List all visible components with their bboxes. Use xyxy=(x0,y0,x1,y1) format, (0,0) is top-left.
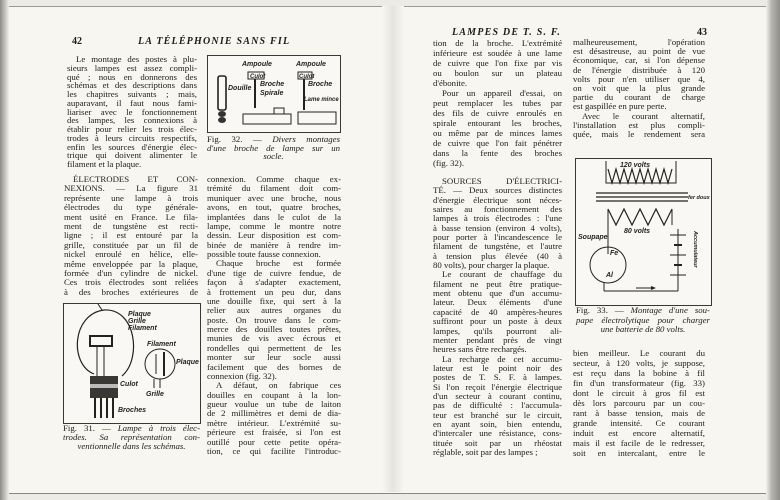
text-column xyxy=(64,175,198,297)
caption-line: ventionnelle dans les schémas. xyxy=(77,441,186,452)
caption-line: pape électrolytique pour charger xyxy=(576,314,710,325)
text-line: on voit que la plus grande xyxy=(573,83,705,94)
text-line: monter sur leur socle aussi xyxy=(207,352,341,363)
figure-32 xyxy=(207,55,341,133)
text-line: pour porter à l'incandescence le xyxy=(433,232,562,243)
text-line: douilles en coupant à la lon- xyxy=(207,389,341,400)
text-line: d'énergie électrique sont néces- xyxy=(433,194,562,205)
text-line: l'installation est plus compli- xyxy=(573,119,705,130)
text-line: spirale entourant les broches, xyxy=(433,118,562,128)
text-line: nickel enroulé en hélice, elle- xyxy=(64,249,198,260)
text-line: Avec le courant alternatif, xyxy=(582,110,705,121)
svg-text:Grille: Grille xyxy=(128,318,146,325)
text-line: Le montage des postes à plu- xyxy=(76,54,197,64)
text-line: possible toute fausse connexion. xyxy=(207,249,321,259)
text-line: en ayant soin, bien entendu, xyxy=(433,418,562,429)
right-page-edge xyxy=(766,0,780,500)
text-line: suffiront pour un poste à deux xyxy=(433,316,562,327)
text-line: secteur, à 120 volts, je suppose, xyxy=(573,358,705,368)
caption-line: Fig. 33. — Montage d'une sou- xyxy=(576,305,710,315)
text-line: grille, constituée par un fil de xyxy=(64,239,198,250)
text-line: de l'énergie distribuée à 120 xyxy=(573,64,705,75)
text-line: même enveloppée par la plaque, xyxy=(64,258,198,269)
text-line: auparavant, il faut nous fami- xyxy=(67,97,197,108)
text-line: représente une lampe à trois xyxy=(64,192,198,203)
text-line: réglable, soit par des lampes ; xyxy=(433,446,538,457)
text-line: facilement que des bornes de xyxy=(207,361,341,372)
text-line: La recharge de cet accumu- xyxy=(442,353,562,364)
caption-line: socle. xyxy=(263,151,284,161)
svg-text:Spirale: Spirale xyxy=(260,90,284,97)
text-column xyxy=(433,177,562,457)
figure-31-caption xyxy=(63,424,200,452)
figure-33 xyxy=(575,158,712,306)
text-line: outillé pour cette petite opéra- xyxy=(207,436,341,447)
svg-text:Grille: Grille xyxy=(146,391,164,398)
svg-text:Filament: Filament xyxy=(147,341,176,348)
text-line: dès lors parcouru par un cou- xyxy=(573,398,705,408)
caption-line: trodes. Sa représentation con- xyxy=(63,432,200,443)
text-column xyxy=(433,38,562,168)
text-line: dessin. Leur disposition est com- xyxy=(207,230,341,241)
text-line: (fig. 32). xyxy=(433,158,465,168)
figure-32-caption xyxy=(207,135,340,161)
text-line: 80 volts), pour charger la plaque. xyxy=(433,260,550,271)
text-line: TÉ. — Deux sources distinctes xyxy=(433,185,562,196)
text-line: filament de tungstène, et l'autre xyxy=(433,241,562,252)
text-line: électrodes du type générale- xyxy=(64,202,198,213)
text-line: NEXIONS. — La figure 31 xyxy=(64,183,198,194)
text-line: menter pendant près de vingt xyxy=(433,334,562,345)
svg-text:Soupape: Soupape xyxy=(578,234,608,241)
text-line: d'une tige de cuivre fendue, de xyxy=(207,267,341,278)
text-line: teur est branché sur le circuit, xyxy=(433,409,562,420)
text-line: grande intensité. Ce courant xyxy=(573,418,705,428)
text-line: filament et la plaque. xyxy=(67,159,142,169)
text-line: inférieure est soudée à une lame xyxy=(433,48,562,58)
text-line: avons, en tout, quatre broches, xyxy=(207,202,341,213)
text-column xyxy=(67,55,197,169)
text-line: mètre intérieur. L'extrémité su- xyxy=(207,417,341,428)
svg-text:Broche: Broche xyxy=(308,81,333,88)
svg-text:Filament: Filament xyxy=(128,325,157,332)
text-line: ligne ; il est entouré par la xyxy=(64,230,198,241)
text-line: ment de tungstène est recti- xyxy=(64,221,198,232)
page-number-left: 42 xyxy=(72,36,82,47)
figure-33-caption xyxy=(576,306,710,335)
text-line: capacité de 40 ampères-heures xyxy=(433,306,562,317)
text-line: à tension plus élevée (40 à xyxy=(433,250,562,261)
text-line: des lampes, les connexions à xyxy=(67,115,197,126)
text-line: binée de manière à rendre im- xyxy=(207,239,341,250)
text-line: merce des douilles toutes prêtes, xyxy=(207,324,341,334)
text-line: à frottement un peu dur, dans xyxy=(207,286,341,297)
svg-text:fer doux: fer doux xyxy=(688,195,710,201)
caption-line: d'une broche de lampe sur un xyxy=(207,142,340,153)
text-line: de 2 millimètres et demi de dia- xyxy=(207,408,341,419)
page-number-right: 43 xyxy=(697,27,707,38)
text-column xyxy=(573,348,705,458)
svg-text:Plaque: Plaque xyxy=(128,311,151,318)
text-line: soit en intercalant, entre le xyxy=(573,448,705,458)
text-line: trique qui doivent alimenter le xyxy=(67,150,197,161)
svg-text:80 volts: 80 volts xyxy=(624,228,651,235)
caption-line: Fig. 31. — Lampe à trois élec- xyxy=(63,423,201,433)
text-line: poste. On trouve dans le com- xyxy=(207,314,341,325)
text-line: schémas et des descriptions dans xyxy=(67,80,197,91)
text-line: heures sans être rechargés. xyxy=(433,344,527,355)
text-line: de cuivre que l'on fait pénétrer xyxy=(433,138,562,148)
text-line: volts pour n'en utiliser que 4, xyxy=(573,73,705,84)
text-line: enfin les sources d'énergie élec- xyxy=(67,141,197,152)
text-line: pas de difficulté : l'accumula- xyxy=(433,400,562,411)
text-line: ou boulon sur un plateau xyxy=(433,68,562,78)
caption-line: Fig. 32. — Divers montages xyxy=(207,134,341,144)
book-gutter xyxy=(382,6,404,492)
text-line: Si l'on reçoit l'énergie électrique xyxy=(433,381,562,392)
text-line: trémité du filament doit com- xyxy=(207,183,341,194)
text-line: tituée soit par un rhéostat xyxy=(433,437,562,448)
running-head-right: LAMPES DE T. S. F. xyxy=(452,27,562,38)
svg-text:Broches: Broches xyxy=(118,407,147,414)
text-line: postes de T. S. F. à lampes. xyxy=(433,372,562,383)
text-line: une douille fixe, qui sert à la xyxy=(207,295,341,306)
text-line: Ces trois électrodes sont reliées xyxy=(64,277,198,288)
text-line: périeure est fraisée, si l'on est xyxy=(207,427,341,438)
text-line: façon à s'adapter exactement, xyxy=(207,277,341,288)
text-line: économique, car, si l'on dépense xyxy=(573,55,705,66)
text-line: ou même par de minces lames xyxy=(433,128,562,138)
text-line: sieurs lampes est assez compli- xyxy=(67,62,197,73)
figure-31 xyxy=(63,303,201,424)
caption-line: une batterie de 80 volts. xyxy=(600,324,686,335)
svg-text:Al: Al xyxy=(606,272,613,279)
text-line: lampes à trois électrodes : l'une xyxy=(433,213,562,224)
text-line: ment usité en France. Le fila- xyxy=(64,211,198,222)
text-column xyxy=(207,175,341,456)
text-line: trodes à leurs circuits respectifs, xyxy=(67,132,197,143)
svg-text:Broche: Broche xyxy=(260,81,285,88)
text-line: d'ébonite. xyxy=(433,78,468,88)
text-line: ÉLECTRODES ET CON- xyxy=(73,174,198,184)
text-line: relier aux autres organes du xyxy=(207,305,341,316)
text-line: implantées dans le culot de la xyxy=(207,211,341,222)
text-line: saires au fonctionnement des xyxy=(433,204,562,215)
text-line: d'intercaler une résistance, cons- xyxy=(433,428,562,439)
svg-text:120 volts: 120 volts xyxy=(620,162,650,169)
text-line: à des broches extérieures de xyxy=(64,286,198,297)
text-line: est reçu dans la bobine à fil xyxy=(573,368,705,378)
text-line: Chaque broche est formée xyxy=(216,258,341,269)
text-line: formée d'un cylindre de nickel. xyxy=(64,268,198,279)
svg-text:Accumulateur: Accumulateur xyxy=(692,231,698,268)
svg-text:Lame mince: Lame mince xyxy=(304,97,339,103)
text-line: partie du courant de charge xyxy=(573,92,705,103)
text-line: de cuivre que l'on fixe par vis xyxy=(433,58,562,68)
text-line: Pour un appareil d'essai, on xyxy=(442,88,562,98)
text-line: bien meilleur. Le courant du xyxy=(573,348,705,358)
text-line: dont le circuit à gros fil est xyxy=(573,388,705,398)
svg-text:Douille: Douille xyxy=(228,85,252,92)
text-line: A défaut, on fabrique ces xyxy=(216,380,341,391)
text-line: rondelles qui permettent de les xyxy=(207,342,341,353)
text-line: SOURCES D'ÉLECTRICI- xyxy=(442,176,562,186)
left-page-edge xyxy=(0,0,9,500)
text-line: quée, mais le rendement sera xyxy=(573,129,705,140)
text-line: d'un secteur à courant continu, xyxy=(433,390,562,401)
text-line: tion, ce qui facilite l'introduc- xyxy=(207,445,341,456)
text-line: fin d'un transformateur (fig. 33) xyxy=(573,378,705,388)
text-line: à basse tension (environ 4 volts), xyxy=(433,222,562,233)
text-line: ment obtenu que d'un accumu- xyxy=(433,288,562,299)
svg-text:Plaque: Plaque xyxy=(176,359,199,366)
svg-text:Culot: Culot xyxy=(120,381,138,388)
svg-text:Ampoule: Ampoule xyxy=(242,61,272,68)
text-line: lateur est le point noir des xyxy=(433,362,562,373)
text-line: tion de la broche. L'extrémité xyxy=(433,38,562,48)
text-line: est désastreuse, au point de vue xyxy=(573,46,705,57)
text-column xyxy=(573,38,705,139)
text-line: établir pour relier les trois élec- xyxy=(67,124,197,134)
text-line: induit est encore alternatif, xyxy=(573,428,705,438)
text-line: liariser avec le fonctionnement xyxy=(67,106,197,117)
text-line: lampe, comme le montre notre xyxy=(207,220,341,231)
text-line: munies de vis avec écrous et xyxy=(207,333,341,344)
text-line: connexion (fig. 32). xyxy=(207,370,277,381)
text-line: gueur voulue un tube de laiton xyxy=(207,399,341,409)
text-line: rant à basse tension, mais de xyxy=(573,408,705,418)
text-line: les chapitres suivants ; mais, xyxy=(67,89,197,99)
svg-text:Fe: Fe xyxy=(610,250,619,257)
text-line: filament ne peut être pratique- xyxy=(433,278,562,289)
text-line: Le courant de chauffage du xyxy=(442,269,562,280)
svg-text:Culot: Culot xyxy=(299,74,315,80)
text-line: muniquer avec une broche, nous xyxy=(207,192,341,203)
svg-text:Culot: Culot xyxy=(250,74,266,80)
text-line: connexion. Comme chaque ex- xyxy=(207,174,341,184)
running-head-left: LA TÉLÉPHONIE SANS FIL xyxy=(138,36,291,47)
text-line: dans la fente des broches xyxy=(433,148,562,158)
text-line: mais il est facile de le redresser, xyxy=(573,438,705,448)
text-line: lateur. Deux éléments d'une xyxy=(433,297,562,308)
text-line: est gaspillée en pure perte. xyxy=(573,101,667,112)
text-line: malheureusement, l'opération xyxy=(573,37,705,47)
text-line: des fils de cuivre enroulés en xyxy=(433,108,562,118)
text-line: lampes, qu'ils pourront ali- xyxy=(433,325,562,336)
text-line: qué ; nous en donnerons des xyxy=(67,71,197,82)
text-line: peut remplacer les tubes par xyxy=(433,98,562,108)
svg-text:Ampoule: Ampoule xyxy=(296,61,326,68)
